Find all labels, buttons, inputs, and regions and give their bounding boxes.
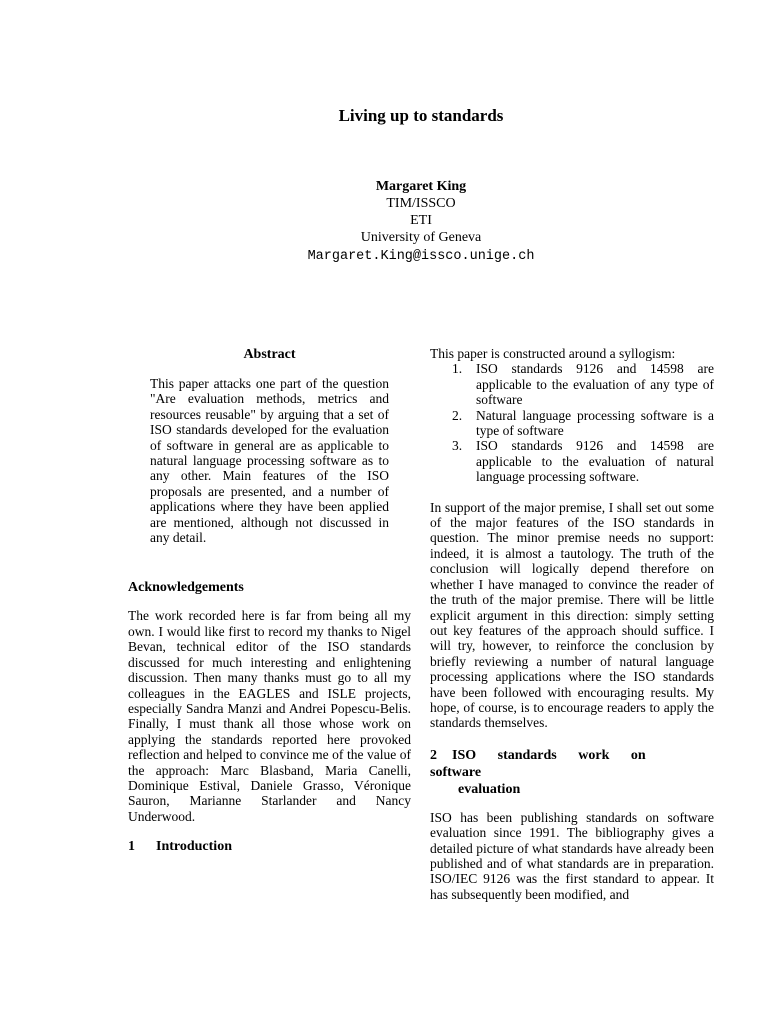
list-item-text: ISO standards 9126 and 14598 are applicable to the evaluation of any type of software (476, 361, 714, 408)
introduction-number: 1 (128, 839, 135, 855)
support-paragraph: In support of the major premise, I shall set out some of the major features of the ISO standards in question. The minor premise needs no support: indeed, it is almost a tautology. The truth of the conclusion will logically depend therefore on whether I have managed to convince the reader of the truth of the major premise. There will be little explicit argument in this direction: simply setting out key features of the approach should suffice. I will try, however, to reinforce the conclusion by briefly reviewing a number of natural language processing applications where the ISO standards have been followed with encouraging results. My hope, of course, is to encourage readers to apply the standards themselves. (430, 499, 714, 731)
right-column (430, 346, 714, 902)
list-item-text: Natural language processing software is a type of software (476, 407, 714, 439)
introduction-title: Introduction (156, 839, 232, 855)
section2-title-line1: ISO standards work on software (430, 747, 646, 780)
syllogism-intro: This paper is constructed around a syllogism: (430, 346, 676, 361)
list-item-text: ISO standards 9126 and 14598 are applicable to the evaluation of natural language processing software. (476, 438, 714, 485)
acknowledgements-heading: Acknowledgements (128, 580, 244, 596)
author-email: Margaret.King@issco.unige.ch (307, 249, 535, 264)
list-item-number: 1. (452, 361, 463, 377)
section2-title-line2: evaluation (458, 781, 521, 797)
author-block (0, 178, 768, 265)
author-name: Margaret King (375, 179, 467, 194)
abstract-heading: Abstract (243, 347, 296, 362)
section2-paragraph: ISO has been publishing standards on software evaluation since 1991. The bibliography gives a detailed picture of what standards have already been published and of what standards are in preparation. ISO/IEC 9126 was the first standard to appear. It has subsequently been modified, and (430, 809, 714, 902)
section2-number: 2 (430, 747, 437, 763)
introduction-heading (128, 838, 411, 855)
paper-title: Living up to standards (338, 106, 504, 125)
syllogism-list (430, 361, 714, 484)
acknowledgements-text: The work recorded here is far from being all my own. I would like first to record my thanks to Nigel Bevan, technical editor of the ISO standards discussed for much interesting and enlightening discussion. Then many thanks must go to all my colleagues in the EAGLES and ISLE projects, especially Sandra Manzi and Andrei Popescu-Belis. Finally, I must thank all those whose work on applying the standards reported here provoked reflection and helped to convince me of the value of the approach: Marc Blasband, Maria Canelli, Dominique Estival, Daniele Grasso, Véronique Sauron, Marianne Starlander and Nancy Underwood. (128, 608, 411, 824)
author-affiliation-1: TIM/ISSCO (386, 196, 456, 211)
abstract-text: This paper attacks one part of the question "Are evaluation methods, metrics and resources reusable" by arguing that a set of ISO standards developed for the evaluation of software in general are as applicable to natural language processing software as to any other. Main features of the ISO proposals are presented, and a number of applications where they have been applied are mentioned, although not discussed in any detail. (150, 376, 389, 546)
list-item (430, 408, 714, 439)
author-affiliation-3: University of Geneva (360, 230, 482, 245)
section2-heading (430, 747, 714, 798)
list-item-number: 3. (452, 438, 463, 454)
left-column (128, 346, 411, 855)
list-item (430, 438, 714, 484)
author-affiliation-2: ETI (410, 213, 432, 228)
list-item-number: 2. (452, 407, 463, 423)
list-item (430, 361, 714, 407)
